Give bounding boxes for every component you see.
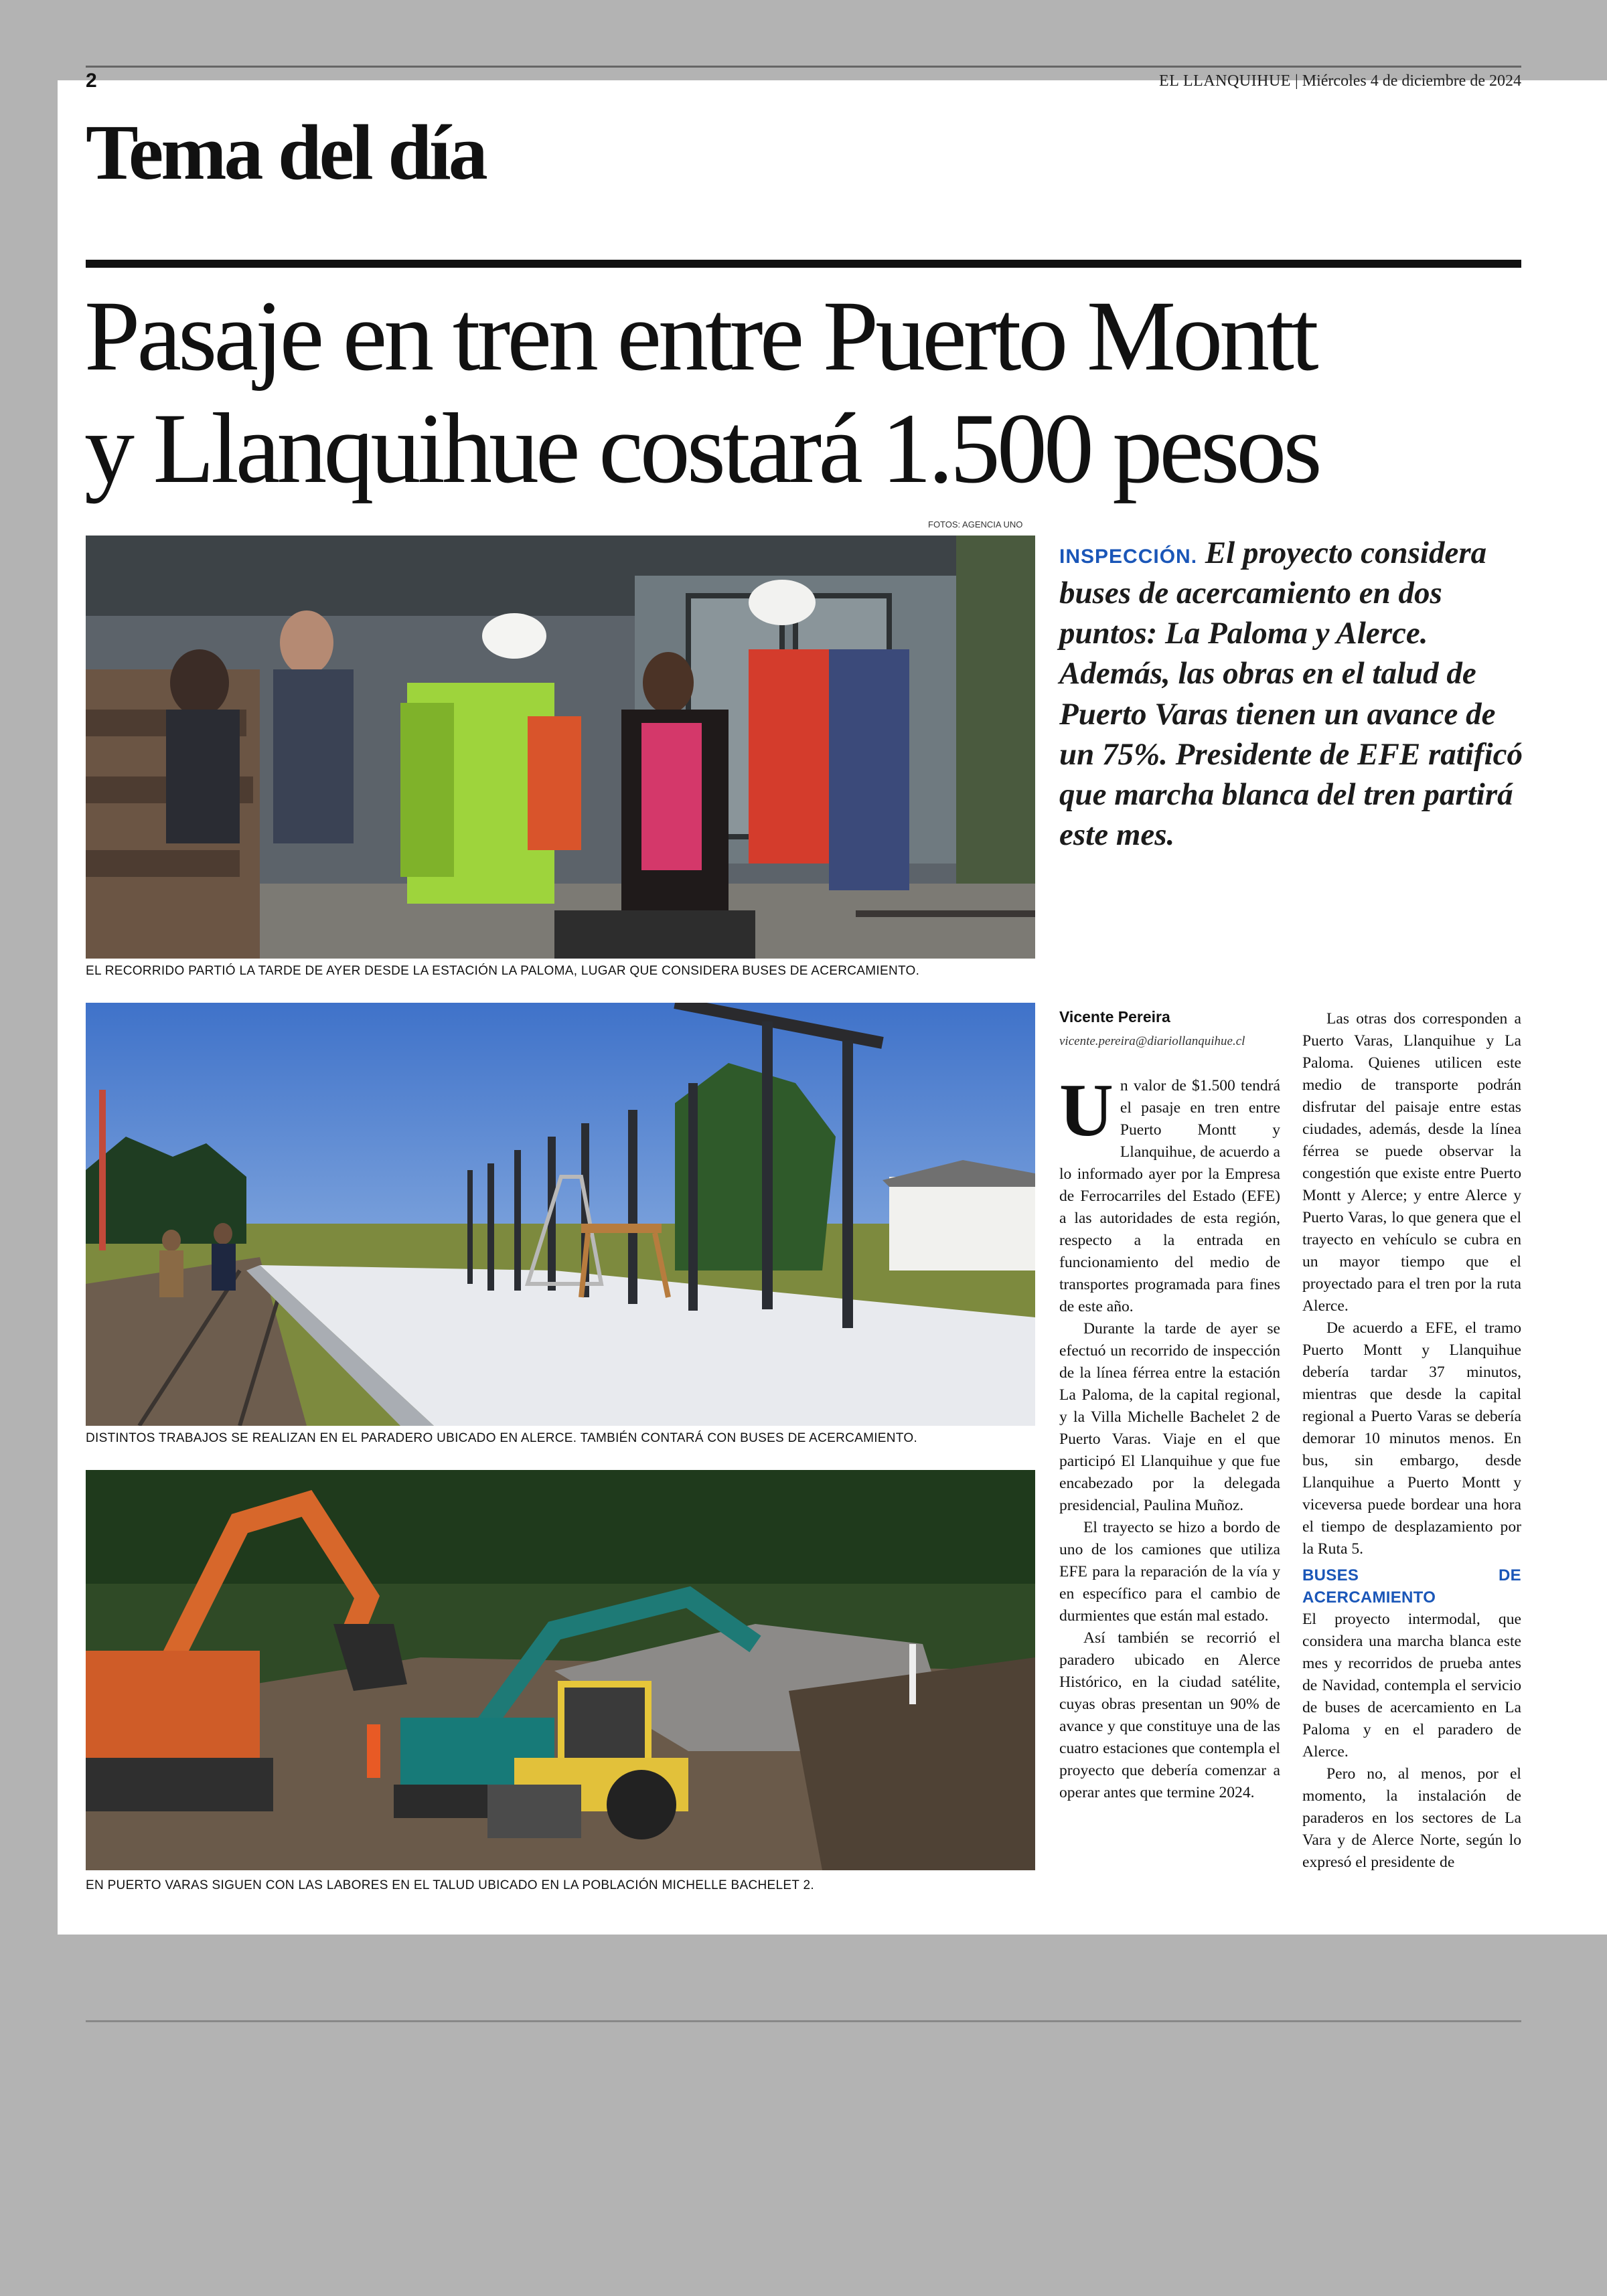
photo-puerto-varas-earthworks xyxy=(86,1470,1035,1870)
body-paragraph: De acuerdo a EFE, el tramo Puerto Montt y Llanquihue debería tardar 37 minutos, mientras que desde la capital regional a Puerto Varas se debería demorar 10 minutos menos. En bus, sin embargo, desde Llanquihue a Puerto Montt y viceversa puede bordear una hora el tiempo de desplazamiento por la Ruta 5. xyxy=(1302,1319,1521,1558)
issue-date: Miércoles 4 de diciembre de 2024 xyxy=(1302,72,1521,90)
author-name: Vicente Pereira xyxy=(1059,1008,1170,1026)
page-number: 2 xyxy=(86,70,97,92)
body-paragraph: El proyecto intermodal, que considera una marcha blanca este mes y recorridos de prueba antes de Navidad, contempla el servicio de buses de acercamiento en La Paloma y en el paradero de Alerce. xyxy=(1302,1611,1521,1760)
body-paragraph: Durante la tarde de ayer se efectuó un recorrido de inspección de la línea férrea entre la estación La Paloma, de la capital regional, y la Villa Michelle Bachelet 2 de Puerto Varas. Viaje en el que participó El Llanquihue y que fue encabezado por la delegada presidencial, Paulina Muñoz. xyxy=(1059,1320,1280,1514)
section-rule xyxy=(86,260,1521,268)
folio-separator: | xyxy=(1294,72,1298,90)
photo-caption-2: DISTINTOS TRABAJOS SE REALIZAN EN EL PARADERO UBICADO EN ALERCE. TAMBIÉN CONTARÁ CON BUSES DE ACERCAMIENTO. xyxy=(86,1431,918,1445)
author-email: vicente.pereira@diariollanquihue.cl xyxy=(1059,1034,1245,1048)
top-background xyxy=(0,0,1607,80)
lead-text: El proyecto considera buses de acercamiento en dos puntos: La Paloma y Alerce. Además, las obras en el talud de Puerto Varas tienen un avance de un 75%. Presidente de EFE ratificó que marcha blanca del tren partirá este mes. xyxy=(1059,536,1523,853)
lead-kicker: INSPECCIÓN. xyxy=(1059,546,1198,568)
body-column-1 xyxy=(1059,1069,1280,1804)
headline-line-1: Pasaje en tren entre Puerto Montt xyxy=(84,280,1316,392)
bottom-rule xyxy=(86,2020,1521,2022)
photo-inspection-group xyxy=(86,536,1035,959)
photo-credit: FOTOS: AGENCIA UNO xyxy=(928,519,1023,529)
subhead-buses: BUSES DE ACERCAMIENTO xyxy=(1302,1566,1521,1607)
headline-line-2: y Llanquihue costará 1.500 pesos xyxy=(84,393,1319,504)
header-rule xyxy=(86,66,1521,68)
article-lead xyxy=(1059,533,1528,855)
photo-caption-1: EL RECORRIDO PARTIÓ LA TARDE DE AYER DESDE LA ESTACIÓN LA PALOMA, LUGAR QUE CONSIDERA BUSES DE ACERCAMIENTO. xyxy=(86,964,920,978)
headline xyxy=(84,280,1531,505)
body-column-2 xyxy=(1302,1008,1521,1874)
body-paragraph: El trayecto se hizo a bordo de uno de los camiones que utiliza EFE para la reparación de la vía y en específico para el cambio de durmientes que están mal estado. xyxy=(1059,1519,1280,1625)
drop-cap: U xyxy=(1059,1069,1114,1152)
byline xyxy=(1059,1008,1314,1049)
folio xyxy=(1159,72,1521,90)
body-paragraph: Las otras dos corresponden a Puerto Varas, Llanquihue y La Paloma. Quienes utilicen este medio de transporte podrán disfrutar del paisaje entre estas ciudades, además, desde la línea férrea se puede observar la congestión que existe entre Puerto Montt y Alerce; y entre Alerce y Puerto Varas, lo que genera que el trayecto en vehículo se cubra en un mayor tiempo que el proyectado para el tren por la ruta Alerce. xyxy=(1302,1010,1521,1315)
photo-alerce-platform xyxy=(86,1003,1035,1426)
photo-caption-3: EN PUERTO VARAS SIGUEN CON LAS LABORES EN EL TALUD UBICADO EN LA POBLACIÓN MICHELLE BACHELET 2. xyxy=(86,1878,814,1892)
body-paragraph: Así también se recorrió el paradero ubicado en Alerce Histórico, en la ciudad satélite, cuyas obras presentan un 90% de avance y que constituye una de las cuatro estaciones que contempla el proyecto que debería comenzar a operar antes que termine 2024. xyxy=(1059,1629,1280,1801)
section-title: Tema del día xyxy=(86,108,485,196)
paper-name: EL LLANQUIHUE xyxy=(1159,72,1291,90)
body-paragraph: Pero no, al menos, por el momento, la instalación de paraderos en los sectores de La Vara y de Alerce Norte, según lo expresó el presidente de xyxy=(1302,1765,1521,1871)
body-paragraph: Un valor de $1.500 tendrá el pasaje en tren entre Puerto Montt y Llanquihue, de acuerdo a lo informado ayer por la Empresa de Ferrocarriles del Estado (EFE) a las autoridades de esta región, respecto a la entrada en funcionamiento del medio de transportes programada para fines de este año. xyxy=(1059,1069,1280,1315)
